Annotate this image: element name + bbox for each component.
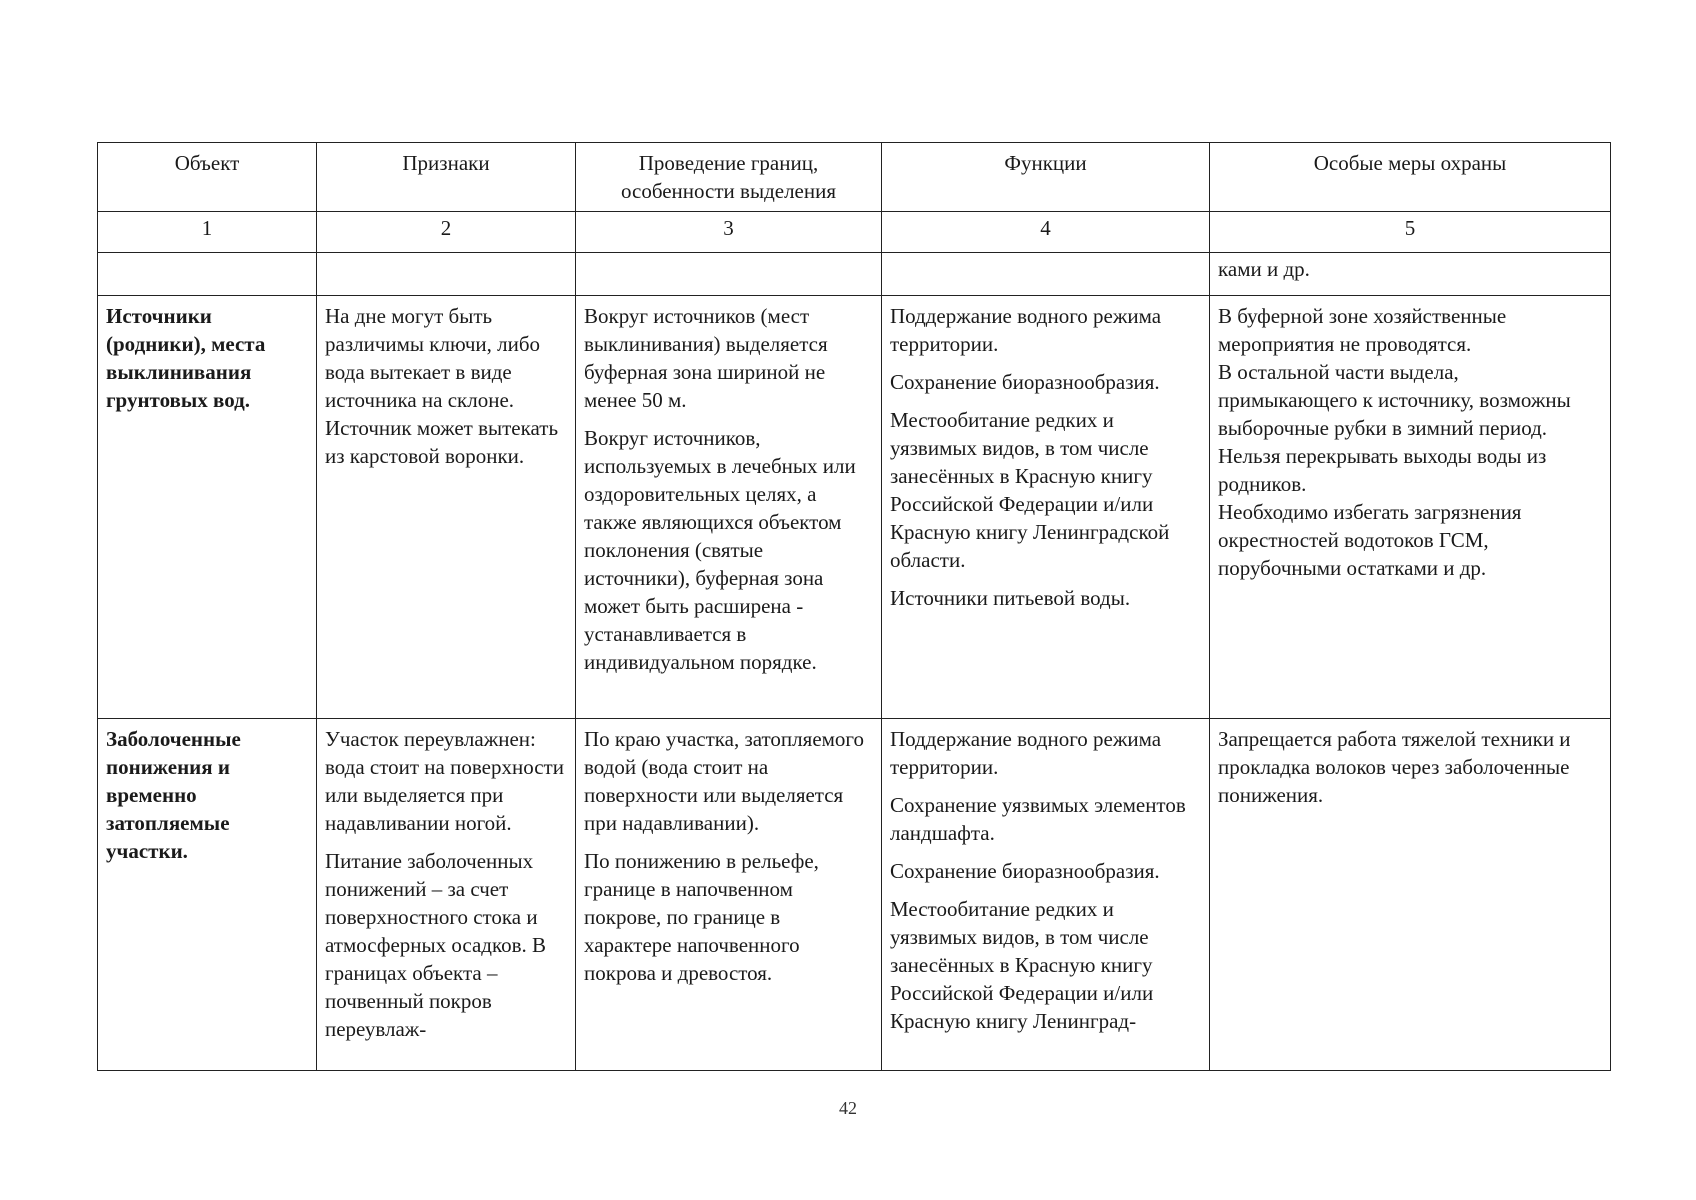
functions-paragraph: Сохранение уязвимых элементов ландшафта. <box>890 793 1186 845</box>
borders-paragraph: Вокруг источников, используемых в лечебных или оздоровительных целях, а также являющихся объектом поклонения (святые источники), буферная зона может быть расширена - устанавливается в индивидуальном порядке. <box>584 426 856 674</box>
measures-cell <box>1210 296 1611 719</box>
protection-measures-table <box>97 142 1611 1071</box>
header-functions: Функции <box>882 143 1210 212</box>
functions-paragraph: Сохранение биоразнообразия. <box>890 370 1160 394</box>
column-number: 2 <box>317 212 576 253</box>
continuation-row <box>98 253 1611 296</box>
header-measures: Особые меры охраны <box>1210 143 1611 212</box>
column-number-row <box>98 212 1611 253</box>
borders-cell <box>576 719 882 1071</box>
measures-paragraph: В остальной части выдела, примыкающего к источнику, возможны выборочные рубки в зимний период. <box>1218 360 1571 440</box>
functions-paragraph: Поддержание водного режима территории. <box>890 727 1162 779</box>
functions-paragraph: Местообитание редких и уязвимых видов, в том числе занесённых в Красную книгу Российской Федерации и/или Красную книгу Ленинград- <box>890 897 1154 1033</box>
functions-cell <box>882 296 1210 719</box>
signs-cell <box>317 719 576 1071</box>
signs-cell <box>317 296 576 719</box>
column-number: 1 <box>98 212 317 253</box>
borders-paragraph: Вокруг источников (мест выклинивания) выделяется буферная зона шириной не менее 50 м. <box>584 304 828 412</box>
empty-cell <box>317 253 576 296</box>
borders-paragraph: По понижению в рельефе, границе в напочвенном покрове, по границе в характере напочвенного покрова и древостоя. <box>584 849 819 985</box>
measures-paragraph: В буферной зоне хозяйственные мероприятия не проводятся. <box>1218 304 1507 356</box>
empty-cell <box>576 253 882 296</box>
header-signs: Признаки <box>317 143 576 212</box>
borders-cell <box>576 296 882 719</box>
table-row <box>98 296 1611 719</box>
borders-paragraph: По краю участка, затопляемого водой (вода стоит на поверхности или выделяется при надавливании). <box>584 727 865 835</box>
measures-paragraph: Необходимо избегать загрязнения окрестностей водотоков ГСМ, порубочными остатками и др. <box>1218 500 1522 580</box>
column-number: 4 <box>882 212 1210 253</box>
empty-cell <box>882 253 1210 296</box>
measures-paragraph: Запрещается работа тяжелой техники и прокладка волоков через заболоченные понижения. <box>1218 727 1571 807</box>
functions-cell <box>882 719 1210 1071</box>
signs-paragraph: На дне могут быть различимы ключи, либо вода вытекает в виде источника на склоне. Источник может вытекать из карстовой воронки. <box>325 304 559 468</box>
signs-paragraph: Участок переувлажнен: вода стоит на поверхности или выделяется при надавливании ногой. <box>325 727 564 835</box>
functions-paragraph: Местообитание редких и уязвимых видов, в том числе занесённых в Красную книгу Российской Федерации и/или Красную книгу Ленинградской области. <box>890 408 1170 572</box>
object-cell <box>98 296 317 719</box>
table-header-row <box>98 143 1611 212</box>
signs-paragraph: Питание заболоченных понижений – за счет поверхностного стока и атмосферных осадков. В границах объекта – почвенный покров переувлаж- <box>325 849 547 1041</box>
object-name: Источники (родники), места выклинивания грунтовых вод. <box>106 304 266 412</box>
header-borders: Проведение границ, особенности выделения <box>576 143 882 212</box>
column-number: 5 <box>1210 212 1611 253</box>
functions-paragraph: Источники питьевой воды. <box>890 586 1131 610</box>
empty-cell <box>98 253 317 296</box>
column-number: 3 <box>576 212 882 253</box>
table-row <box>98 719 1611 1071</box>
functions-paragraph: Поддержание водного режима территории. <box>890 304 1162 356</box>
measures-cell <box>1210 719 1611 1071</box>
object-name: Заболоченные понижения и временно затопляемые участки. <box>106 727 241 863</box>
header-object: Объект <box>98 143 317 212</box>
object-cell <box>98 719 317 1071</box>
measures-paragraph: Нельзя перекрывать выходы воды из родников. <box>1218 444 1547 496</box>
continuation-cell: ками и др. <box>1210 253 1611 296</box>
page-number: 42 <box>839 1098 857 1118</box>
functions-paragraph: Сохранение биоразнообразия. <box>890 859 1160 883</box>
